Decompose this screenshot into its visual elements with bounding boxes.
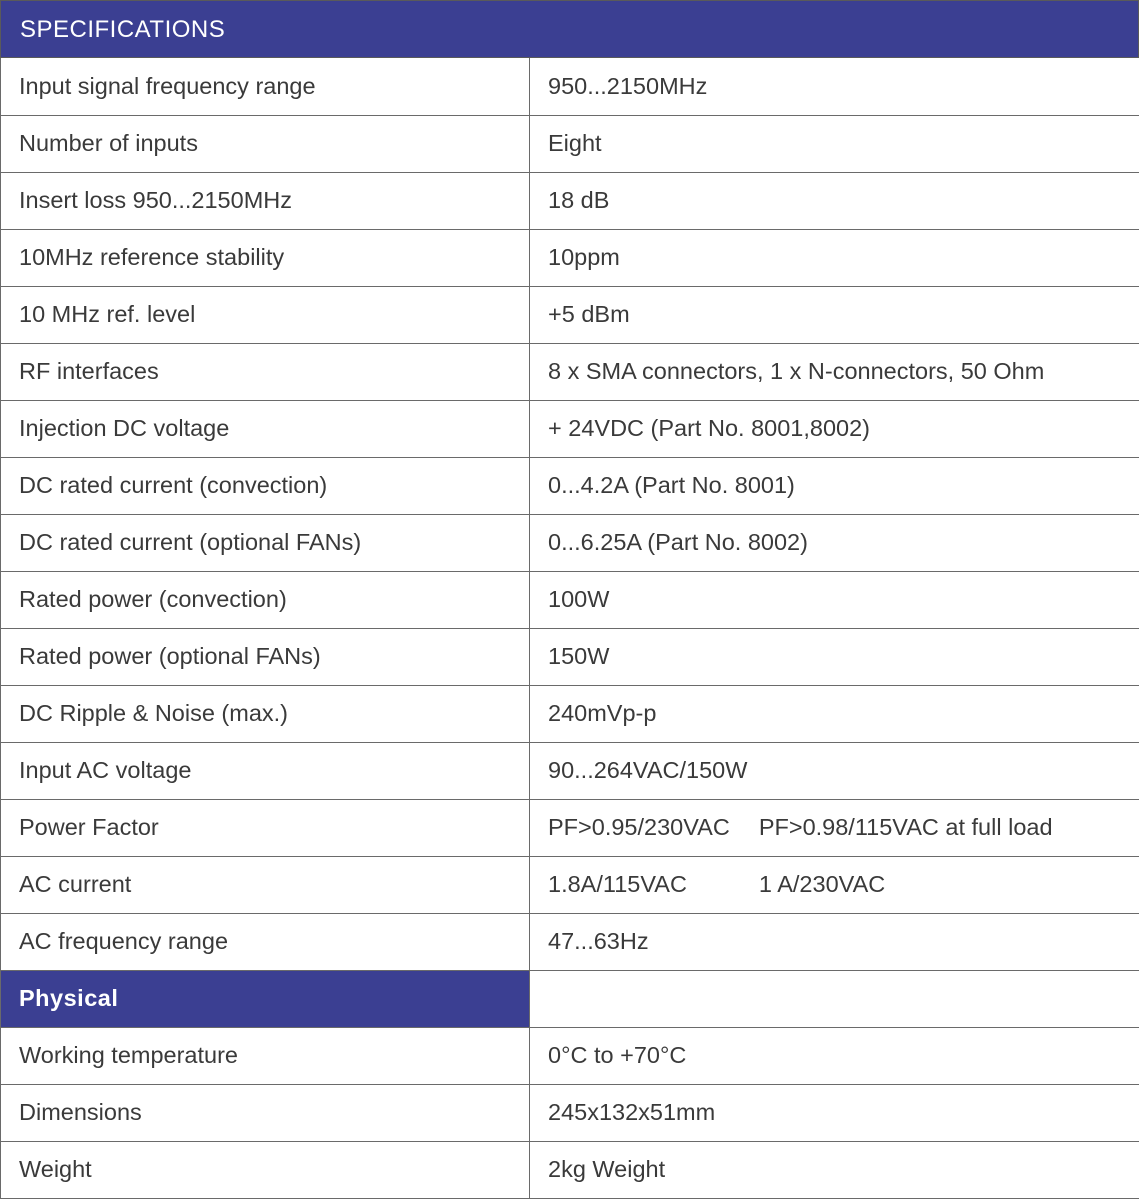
section-empty-cell xyxy=(530,970,1139,1027)
spec-label: Rated power (convection) xyxy=(1,571,530,628)
table-row xyxy=(1,343,1139,400)
table-row xyxy=(1,514,1139,571)
spec-value-power-factor xyxy=(530,799,1139,856)
table-row-power-factor xyxy=(1,799,1139,856)
table-row xyxy=(1,685,1139,742)
table-row-ac-current xyxy=(1,856,1139,913)
table-row xyxy=(1,286,1139,343)
table-row xyxy=(1,742,1139,799)
spec-value: 8 x SMA connectors, 1 x N-connectors, 50 Ohm xyxy=(530,343,1139,400)
specifications-table xyxy=(0,58,1139,1199)
spec-value: 90...264VAC/150W xyxy=(530,742,1139,799)
spec-value: 245x132x51mm xyxy=(530,1084,1139,1141)
ac-current-230vac: 1 A/230VAC xyxy=(758,871,886,897)
spec-value: 47...63Hz xyxy=(530,913,1139,970)
spec-label: 10 MHz ref. level xyxy=(1,286,530,343)
specifications-header: SPECIFICATIONS xyxy=(0,0,1139,58)
spec-label: Power Factor xyxy=(1,799,530,856)
power-factor-230vac: PF>0.95/230VAC xyxy=(548,814,730,840)
spec-value: 0...6.25A (Part No. 8002) xyxy=(530,514,1139,571)
spec-label: Input AC voltage xyxy=(1,742,530,799)
table-row xyxy=(1,400,1139,457)
spec-value: 2kg Weight xyxy=(530,1141,1139,1198)
table-row xyxy=(1,913,1139,970)
power-factor-115vac: PF>0.98/115VAC at full load xyxy=(758,814,1053,840)
table-row xyxy=(1,628,1139,685)
spec-label: AC frequency range xyxy=(1,913,530,970)
table-row xyxy=(1,172,1139,229)
spec-label: AC current xyxy=(1,856,530,913)
section-row-physical xyxy=(1,970,1139,1027)
spec-label: DC rated current (optional FANs) xyxy=(1,514,530,571)
spec-value: 0...4.2A (Part No. 8001) xyxy=(530,457,1139,514)
table-row xyxy=(1,1027,1139,1084)
section-title-physical: Physical xyxy=(1,970,530,1027)
ac-current-115vac: 1.8A/115VAC xyxy=(548,871,687,897)
spec-value: Eight xyxy=(530,115,1139,172)
table-row xyxy=(1,58,1139,115)
table-row xyxy=(1,229,1139,286)
table-row xyxy=(1,571,1139,628)
spec-label: Injection DC voltage xyxy=(1,400,530,457)
spec-label: Insert loss 950...2150MHz xyxy=(1,172,530,229)
spec-value: + 24VDC (Part No. 8001,8002) xyxy=(530,400,1139,457)
spec-label: Dimensions xyxy=(1,1084,530,1141)
spec-label: RF interfaces xyxy=(1,343,530,400)
spec-value-ac-current xyxy=(530,856,1139,913)
table-row xyxy=(1,457,1139,514)
table-row xyxy=(1,1141,1139,1198)
spec-label: DC Ripple & Noise (max.) xyxy=(1,685,530,742)
spec-value: 10ppm xyxy=(530,229,1139,286)
spec-label: DC rated current (convection) xyxy=(1,457,530,514)
table-row xyxy=(1,1084,1139,1141)
spec-label: Weight xyxy=(1,1141,530,1198)
spec-value: 150W xyxy=(530,628,1139,685)
spec-label: Number of inputs xyxy=(1,115,530,172)
table-row xyxy=(1,115,1139,172)
spec-label: Input signal frequency range xyxy=(1,58,530,115)
spec-value: 240mVp-p xyxy=(530,685,1139,742)
spec-label: Working temperature xyxy=(1,1027,530,1084)
spec-label: Rated power (optional FANs) xyxy=(1,628,530,685)
spec-value: 18 dB xyxy=(530,172,1139,229)
spec-value: 0°C to +70°C xyxy=(530,1027,1139,1084)
spec-value: 100W xyxy=(530,571,1139,628)
spec-label: 10MHz reference stability xyxy=(1,229,530,286)
spec-value: +5 dBm xyxy=(530,286,1139,343)
spec-value: 950...2150MHz xyxy=(530,58,1139,115)
